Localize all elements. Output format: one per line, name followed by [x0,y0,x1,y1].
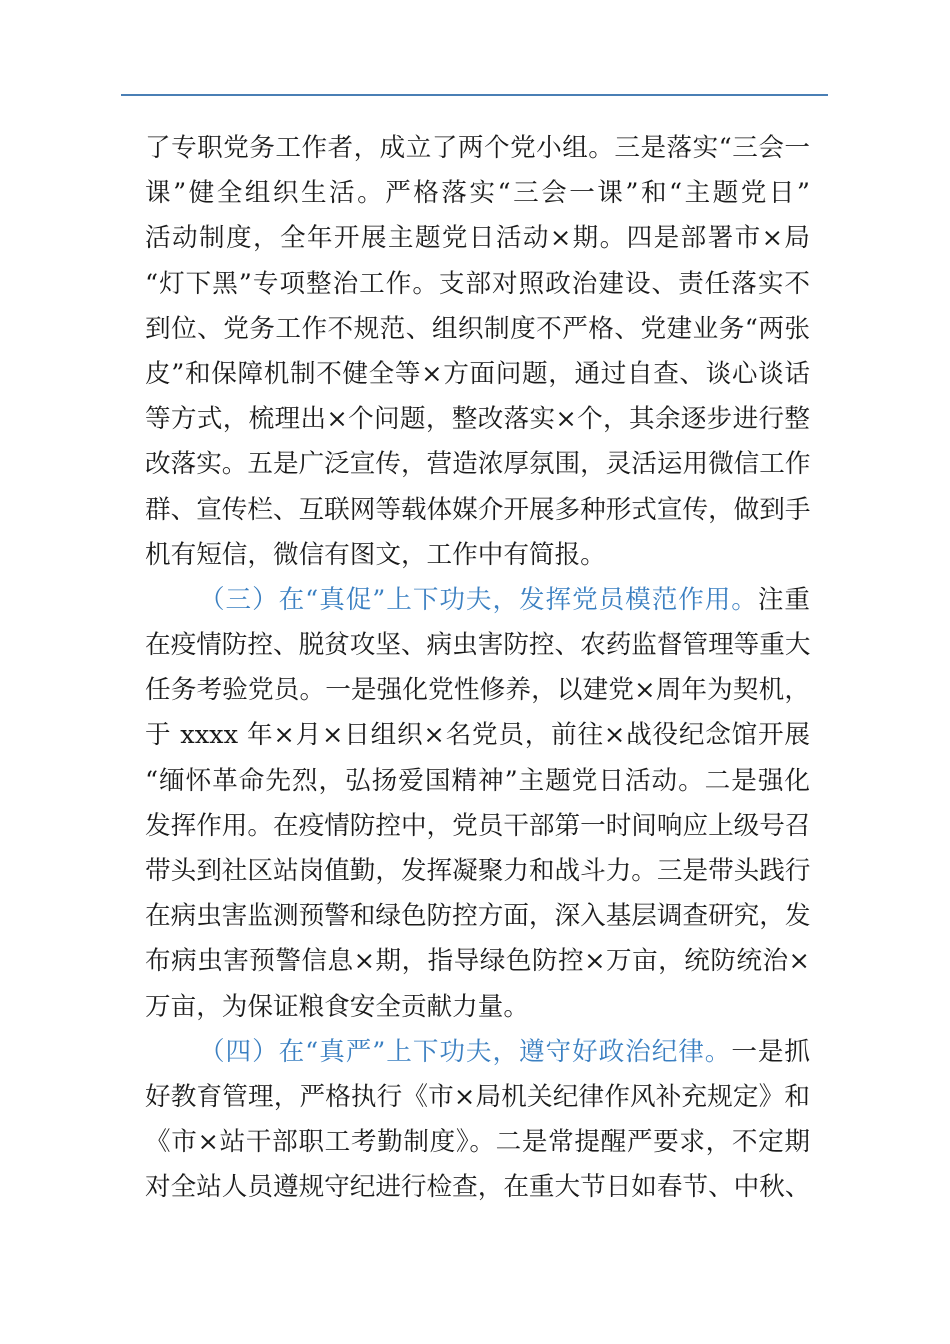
body-line: 改落实。五是广泛宣传，营造浓厚氛围，灵活运用微信工作 [145,449,810,480]
body-text-span: 一是抓 [731,1036,810,1067]
section-heading: （四）在“真严”上下功夫，遵守好政治纪律。 [199,1036,732,1067]
body-line: 于 xxxx 年×月×日组织×名党员，前往×战役纪念馆开展 [145,720,810,751]
body-line: 对全站人员遵规守纪进行检查，在重大节日如春节、中秋、 [145,1172,810,1203]
section-heading: （三）在“真促”上下功夫，发挥党员模范作用。 [199,584,758,615]
body-line: 皮”和保障机制不健全等×方面问题，通过自查、谈心谈话 [145,358,810,389]
body-line: 课”健全组织生活。严格落实“三会一课”和“主题党日” [145,178,810,209]
body-line: 在疫情防控、脱贫攻坚、病虫害防控、农药监督管理等重大 [145,630,810,661]
body-line: 万亩，为保证粮食安全贡献力量。 [145,991,529,1022]
body-line: 到位、党务工作不规范、组织制度不严格、党建业务“两张 [145,313,810,344]
body-line: 等方式，梳理出×个问题，整改落实×个，其余逐步进行整 [145,404,810,435]
body-line: 带头到社区站岗值勤，发挥凝聚力和战斗力。三是带头践行 [145,856,810,886]
body-line: 发挥作用。在疫情防控中，党员干部第一时间响应上级号召 [145,810,810,841]
body-line: 任务考验党员。一是强化党性修养，以建党×周年为契机， [145,675,810,706]
body-line: 活动制度，全年开展主题党日活动×期。四是部署市×局 [145,223,810,254]
body-line: “灯下黑”专项整治工作。支部对照政治建设、责任落实不 [145,268,810,299]
body-text-span: 注重 [757,584,810,615]
section-heading-line [145,578,810,623]
body-line: 了专职党务工作者，成立了两个党小组。三是落实“三会一 [145,133,810,163]
header-rule [121,94,828,96]
body-line: “缅怀革命先烈，弘扬爱国精神”主题党日活动。二是强化 [145,765,810,796]
section-heading-line [145,1030,810,1075]
body-line: 好教育管理，严格执行《市×局机关纪律作风补充规定》和 [145,1081,810,1112]
body-line: 《市×站干部职工考勤制度》。二是常提醒严要求，不定期 [145,1127,810,1158]
body-line: 在病虫害监测预警和绿色防控方面，深入基层调查研究，发 [145,901,810,932]
document-body [145,126,810,1211]
body-line: 机有短信，微信有图文，工作中有简报。 [145,539,606,570]
body-line: 布病虫害预警信息×期，指导绿色防控×万亩，统防统治× [145,946,810,977]
body-line: 群、宣传栏、互联网等载体媒介开展多种形式宣传，做到手 [145,494,810,525]
